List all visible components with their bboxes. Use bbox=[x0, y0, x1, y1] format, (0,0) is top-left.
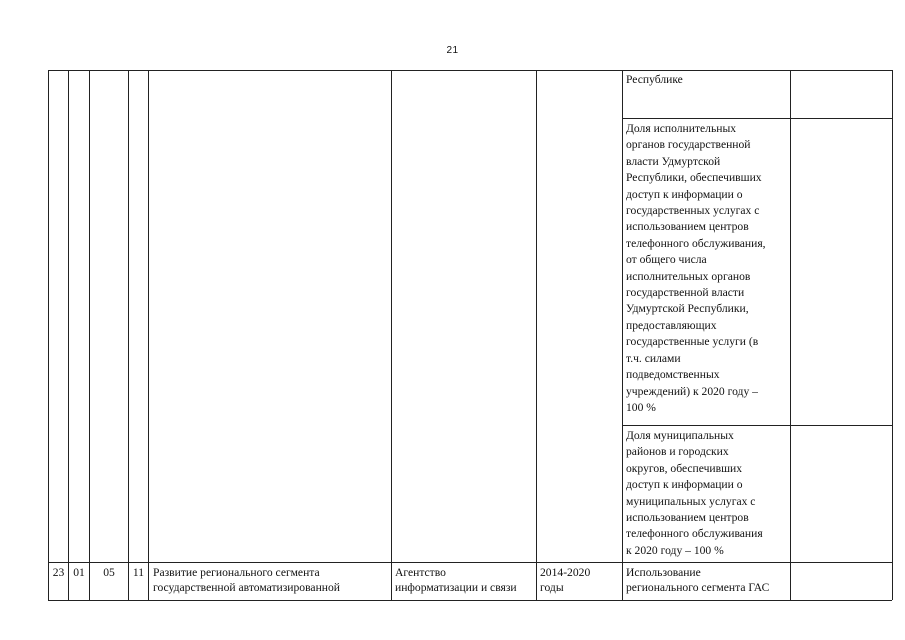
col-border-1 bbox=[68, 70, 69, 600]
row-period: 2014-2020 годы bbox=[540, 566, 591, 594]
row-program-name: Развитие регионального сегмента государственной автоматизированной bbox=[153, 566, 340, 594]
row-code-4: 11 bbox=[132, 566, 145, 579]
row-divider bbox=[48, 562, 892, 563]
col-border-0 bbox=[48, 70, 49, 600]
col-border-8 bbox=[790, 70, 791, 600]
table-top-border bbox=[48, 70, 892, 71]
col-border-3 bbox=[128, 70, 129, 600]
row-executor: Агентство информатизации и связи bbox=[395, 566, 517, 594]
indicator-text-2: Доля исполнительных органов государственной власти Удмуртской Республики, обеспечивших доступ к информации о государственных услугах с использованием центров телефонного обслуживания, от общего числа исполнительных органов государственной власти Удмуртской Республики, предоставляющих государственные услуги (в т.ч. силами подведомственных учреждений) к 2020 году – 100 % bbox=[626, 122, 766, 414]
col-border-5 bbox=[391, 70, 392, 600]
row-code-1: 23 bbox=[52, 566, 65, 579]
table-bottom-border bbox=[48, 600, 892, 601]
row-code-3: 05 bbox=[103, 566, 115, 579]
col-border-7 bbox=[622, 70, 623, 600]
col-border-9 bbox=[892, 70, 893, 600]
indicator-text-1: Республике bbox=[626, 73, 683, 86]
col-border-2 bbox=[89, 70, 90, 600]
col-border-4 bbox=[148, 70, 149, 600]
col-border-6 bbox=[536, 70, 537, 600]
indicator-divider-2 bbox=[622, 425, 892, 426]
page-number: 21 bbox=[446, 45, 459, 56]
indicator-text-3: Доля муниципальных районов и городских округов, обеспечивших доступ к информации о муниципальных услугах с использованием центров телефонного обслуживания к 2020 году – 100 % bbox=[626, 429, 763, 557]
indicator-divider-1 bbox=[622, 118, 892, 119]
row-code-2: 01 bbox=[73, 566, 85, 579]
row-indicator: Использование регионального сегмента ГАС bbox=[626, 566, 770, 594]
